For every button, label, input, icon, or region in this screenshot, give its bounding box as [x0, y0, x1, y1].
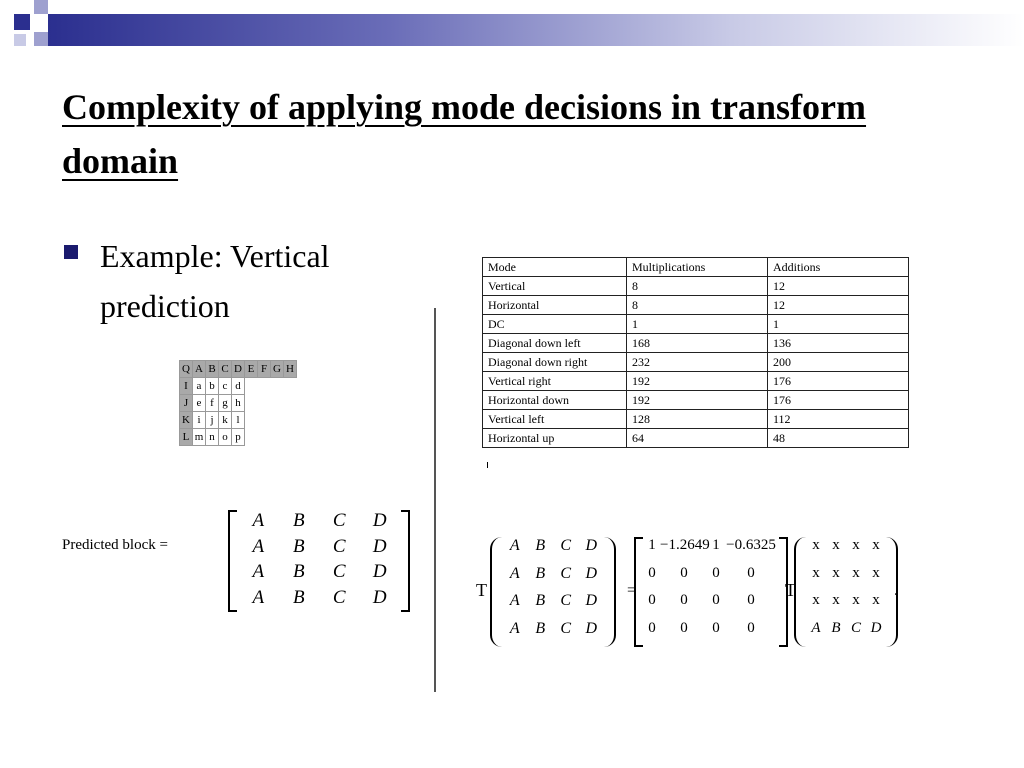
matrix-entry: 1 [648, 537, 656, 553]
matrix-entry: B [535, 564, 546, 582]
matrix-entry: 0 [747, 564, 755, 581]
pixel-cell: a [193, 378, 206, 395]
table-tick-mark [487, 462, 488, 468]
matrix-entry: 1 [712, 537, 720, 553]
matrix-entry: 0 [712, 619, 720, 636]
matrix-entry: D [372, 510, 387, 531]
slide-title: Complexity of applying mode decisions in transform domain [62, 87, 867, 181]
matrix-entry: A [252, 535, 265, 557]
matrix-entry: D [585, 592, 598, 609]
matrix-entry: x [872, 537, 880, 553]
right-paren [604, 537, 616, 647]
pixel-cell [271, 429, 284, 446]
bullet-text: Example: Vertical prediction [100, 238, 330, 324]
coefficient-matrix [644, 537, 778, 647]
matrix-entry: C [332, 510, 346, 531]
header-gradient-bar [48, 14, 1024, 46]
header-square-light [34, 0, 48, 14]
matrix-entry: x [872, 592, 880, 608]
bullet-square-icon [64, 245, 78, 259]
matrix-entry: C [560, 537, 572, 554]
pixel-cell: C [219, 361, 232, 378]
table-row [483, 429, 909, 448]
matrix-entry: C [332, 535, 346, 557]
pixel-cell [271, 395, 284, 412]
matrix-entry: C [560, 592, 572, 609]
pixel-cell [284, 429, 297, 446]
header-square-mid [34, 32, 48, 46]
table-row [483, 372, 909, 391]
transform-symbol-lhs: T [476, 580, 487, 600]
matrix-entry: 0 [747, 619, 755, 636]
matrix-entry: A [509, 592, 520, 609]
matrix-entry: 0 [648, 564, 656, 581]
matrix-entry: x [852, 537, 860, 553]
pixel-cell: F [258, 361, 271, 378]
pixel-cell: D [232, 361, 245, 378]
pixel-cell [271, 378, 284, 395]
rhs-matrix [806, 537, 886, 647]
table-cell: 176 [768, 372, 909, 391]
pixel-cell: K [180, 412, 193, 429]
table-header-cell: Mode [483, 258, 627, 277]
pixel-cell [271, 412, 284, 429]
left-bracket [228, 510, 237, 612]
pixel-cell: L [180, 429, 193, 446]
pixel-cell [245, 429, 258, 446]
matrix-entry: C [850, 619, 861, 636]
table-cell: 12 [768, 296, 909, 315]
matrix-entry: 0 [712, 564, 720, 581]
matrix-entry: D [585, 564, 598, 582]
matrix-entry: B [535, 592, 546, 609]
pixel-cell: n [206, 429, 219, 446]
matrix-entry: x [852, 592, 860, 608]
matrix-entry: D [372, 561, 387, 582]
pixel-cell: b [206, 378, 219, 395]
matrix-entry: x [852, 564, 860, 581]
matrix-entry: A [509, 537, 520, 554]
table-cell: 64 [627, 429, 768, 448]
pixel-cell: G [271, 361, 284, 378]
table-row [483, 277, 909, 296]
table-cell: 12 [768, 277, 909, 296]
header-square-small [14, 34, 26, 46]
pixel-cell [258, 378, 271, 395]
matrix-entry: −1.2649 [660, 537, 710, 553]
pixel-cell: k [219, 412, 232, 429]
table-header-cell: Additions [768, 258, 909, 277]
matrix-entry: C [332, 561, 346, 582]
pixel-grid-row [180, 412, 297, 429]
table-cell: 232 [627, 353, 768, 372]
table-cell: 168 [627, 334, 768, 353]
matrix-entry: D [372, 586, 387, 608]
table-cell: Horizontal up [483, 429, 627, 448]
matrix-entry: x [832, 564, 840, 581]
table-cell: 8 [627, 296, 768, 315]
table-cell: Diagonal down right [483, 353, 627, 372]
table-row [483, 296, 909, 315]
matrix-entry: D [870, 619, 882, 636]
matrix-entry: D [585, 619, 598, 637]
pixel-cell [284, 412, 297, 429]
table-cell: 8 [627, 277, 768, 296]
pixel-cell [258, 395, 271, 412]
pixel-grid-row [180, 361, 297, 378]
matrix-entry: 0 [648, 619, 656, 636]
predicted-block-matrix [238, 510, 400, 612]
table-cell: Horizontal down [483, 391, 627, 410]
table-cell: 200 [768, 353, 909, 372]
table-cell: 192 [627, 372, 768, 391]
left-bracket [634, 537, 643, 647]
matrix-entry: A [811, 619, 821, 636]
pixel-cell [245, 412, 258, 429]
pixel-cell: I [180, 378, 193, 395]
pixel-cell: l [232, 412, 245, 429]
table-row [483, 410, 909, 429]
header-square-dark [14, 14, 30, 30]
pixel-cell: g [219, 395, 232, 412]
matrix-entry: 0 [680, 592, 688, 608]
pixel-grid [179, 360, 297, 446]
table-row [483, 315, 909, 334]
pixel-cell: m [193, 429, 206, 446]
pixel-cell: i [193, 412, 206, 429]
matrix-entry: A [252, 561, 265, 582]
transform-symbol-rhs: T [785, 580, 796, 600]
matrix-entry: A [509, 619, 520, 637]
matrix-entry: B [535, 619, 546, 637]
table-cell: 192 [627, 391, 768, 410]
matrix-entry: B [535, 537, 546, 554]
table-header-row [483, 258, 909, 277]
pixel-grid-row [180, 429, 297, 446]
table-cell: Vertical right [483, 372, 627, 391]
table-row [483, 391, 909, 410]
pixel-cell: H [284, 361, 297, 378]
pixel-cell: d [232, 378, 245, 395]
matrix-entry: 0 [747, 592, 755, 608]
table-cell: Diagonal down left [483, 334, 627, 353]
matrix-entry: x [832, 537, 840, 553]
table-header-cell: Multiplications [627, 258, 768, 277]
matrix-entry: B [292, 510, 305, 531]
equals-sign: = [627, 582, 637, 599]
matrix-entry: 0 [712, 592, 720, 608]
pixel-cell [245, 395, 258, 412]
matrix-entry: B [292, 561, 305, 582]
lhs-matrix [502, 537, 604, 647]
vertical-divider [434, 308, 436, 692]
pixel-cell: A [193, 361, 206, 378]
left-paren [490, 537, 502, 647]
table-row [483, 353, 909, 372]
table-row [483, 334, 909, 353]
left-paren [794, 537, 806, 647]
matrix-entry: x [812, 564, 820, 581]
matrix-entry: B [292, 586, 305, 608]
pixel-cell: p [232, 429, 245, 446]
pixel-cell: E [245, 361, 258, 378]
matrix-entry: A [509, 564, 520, 582]
predicted-block-label: Predicted block = [62, 537, 168, 553]
table-cell: Vertical [483, 277, 627, 296]
pixel-cell: f [206, 395, 219, 412]
period-mark: . [894, 582, 898, 599]
matrix-entry: −0.6325 [726, 537, 776, 553]
mode-table [482, 257, 909, 448]
pixel-cell [284, 395, 297, 412]
right-bracket [401, 510, 410, 612]
matrix-entry: B [831, 619, 841, 636]
pixel-cell [258, 412, 271, 429]
matrix-entry: 0 [680, 564, 688, 581]
matrix-entry: x [832, 592, 840, 608]
table-cell: 48 [768, 429, 909, 448]
pixel-grid-row [180, 395, 297, 412]
pixel-cell: o [219, 429, 232, 446]
table-cell: 112 [768, 410, 909, 429]
matrix-entry: D [372, 535, 387, 557]
matrix-entry: C [332, 586, 346, 608]
pixel-grid-row [180, 378, 297, 395]
matrix-entry: A [252, 586, 265, 608]
matrix-entry: A [252, 510, 265, 531]
table-cell: 128 [627, 410, 768, 429]
pixel-cell: J [180, 395, 193, 412]
pixel-cell [284, 378, 297, 395]
table-cell: 1 [768, 315, 909, 334]
matrix-entry: 0 [680, 619, 688, 636]
pixel-cell: c [219, 378, 232, 395]
matrix-entry: x [872, 564, 880, 581]
table-cell: 176 [768, 391, 909, 410]
matrix-entry: C [560, 564, 572, 582]
table-cell: 136 [768, 334, 909, 353]
pixel-cell: j [206, 412, 219, 429]
matrix-entry: C [560, 619, 572, 637]
matrix-entry: D [585, 537, 598, 554]
matrix-entry: x [812, 537, 820, 553]
pixel-cell: h [232, 395, 245, 412]
pixel-cell: B [206, 361, 219, 378]
table-cell: 1 [627, 315, 768, 334]
table-cell: Horizontal [483, 296, 627, 315]
table-cell: Vertical left [483, 410, 627, 429]
pixel-cell [245, 378, 258, 395]
table-cell: DC [483, 315, 627, 334]
pixel-cell [258, 429, 271, 446]
pixel-cell: e [193, 395, 206, 412]
matrix-entry: B [292, 535, 305, 557]
matrix-entry: 0 [648, 592, 656, 608]
pixel-cell: Q [180, 361, 193, 378]
matrix-entry: x [812, 592, 820, 608]
